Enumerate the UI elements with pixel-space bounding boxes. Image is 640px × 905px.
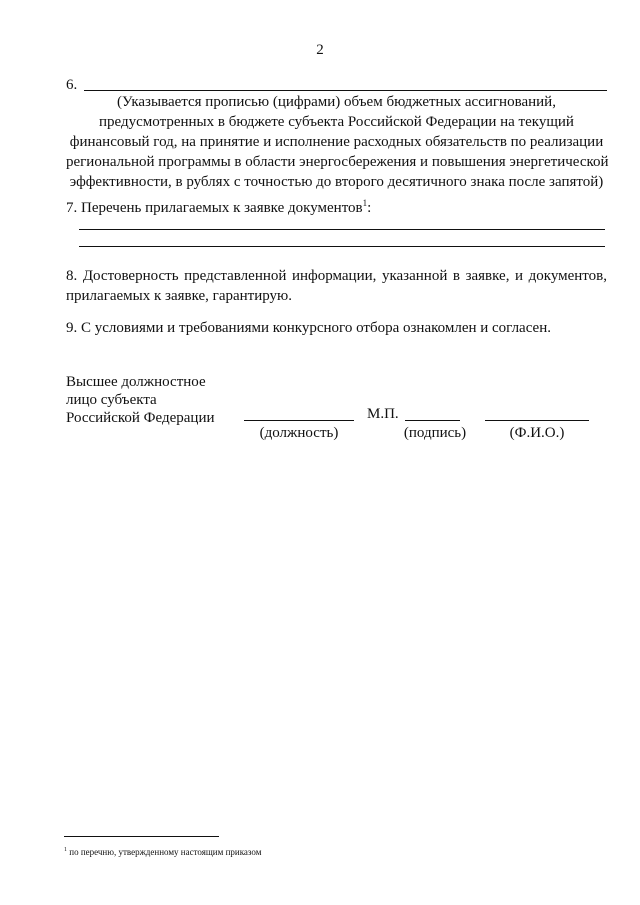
footnote (64, 847, 261, 857)
footnote-text: по перечню, утвержденному настоящим приказом (69, 847, 262, 857)
item-7-text: 7. Перечень прилагаемых к заявке документов (66, 200, 363, 216)
signature-caption: (подпись) (403, 425, 467, 441)
signature-line (405, 420, 460, 421)
item-6-hint-line-3: финансовый год, на принятие и исполнение расходных обязательств по реализации (69, 134, 604, 150)
item-6-hint-line-2: предусмотренных в бюджете субъекта Российской Федерации на текущий (99, 114, 574, 130)
name-line (485, 420, 589, 421)
item-8-line-2: прилагаемых к заявке, гарантирую. (66, 288, 292, 304)
item-7-footnote-ref: 1 (362, 198, 368, 208)
footnote-separator (64, 836, 219, 837)
item-7-fill-line-1 (79, 229, 605, 230)
item-6-hint-line-5: эффективности, в рублях с точностью до второго десятичного знака после запятой) (69, 174, 604, 190)
name-caption: (Ф.И.О.) (509, 425, 565, 441)
item-6-number: 6. (66, 77, 78, 93)
official-title-line-3: Российской Федерации (66, 410, 215, 426)
item-6-hint-line-1: (Указывается прописью (цифрами) объем бюджетных ассигнований, (117, 94, 556, 110)
item-7-fill-line-2 (79, 246, 605, 247)
official-title-line-2: лицо субъекта (66, 392, 157, 408)
item-8-line-1: 8. Достоверность представленной информации, указанной в заявке, и документов, (66, 268, 607, 284)
official-title-line-1: Высшее должностное (66, 374, 206, 390)
position-caption: (должность) (259, 425, 339, 441)
footnote-mark: 1 (64, 847, 67, 853)
item-7-label (66, 198, 371, 218)
item-6-hint-line-4: региональной программы в области энергосбережения и повышения энергетической (66, 154, 609, 170)
item-6-fill-line (84, 90, 607, 91)
stamp-label: М.П. (367, 406, 399, 422)
item-7-colon: : (367, 200, 372, 216)
page-number: 2 (316, 42, 324, 58)
item-9-text: 9. С условиями и требованиями конкурсного отбора ознакомлен и согласен. (66, 320, 551, 336)
position-line (244, 420, 354, 421)
